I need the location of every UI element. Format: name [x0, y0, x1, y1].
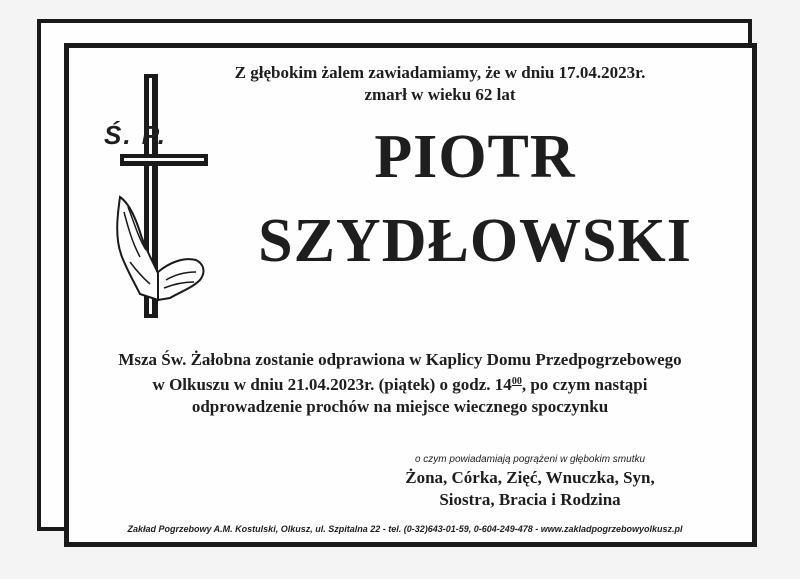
sp-initials: Ś. P. — [104, 120, 168, 150]
family-line-1: Żona, Córka, Zięć, Wnuczka, Syn, — [405, 468, 655, 487]
mass-line-2-rest: , po czym nastąpi — [521, 375, 648, 394]
mass-line-2-text: w Olkuszu w dniu 21.04.2023r. (piątek) o godz. 14 — [152, 375, 512, 394]
deceased-last-name: SZYDŁOWSKI — [258, 207, 692, 275]
family-line-2: Siostra, Bracia i Rodzina — [439, 490, 621, 509]
mass-information — [70, 349, 730, 418]
family-list — [360, 467, 700, 511]
mourners-notice: o czym powiadamiają pogrążeni w głębokim smutku — [414, 454, 646, 465]
intro-line-1: Z głębokim żalem zawiadamiamy, że w dniu 17.04.2023r. — [234, 63, 646, 82]
funeral-home-footer: Zakład Pogrzebowy A.M. Kostulski, Olkusz, ul. Szpitalna 22 - tel. (0-32)643-01-59, 0-604-249-478 - www.zakladpogrzebowyolkusz.pl — [127, 524, 683, 534]
mass-time-minutes: 00 — [511, 376, 522, 387]
cross-with-praying-hands-icon — [100, 72, 210, 322]
intro-line-2: zmarł w wieku 62 lat — [364, 85, 516, 104]
mass-line-1: Msza Św. Żałobna zostanie odprawiona w Kaplicy Domu Przedpogrzebowego — [118, 350, 682, 369]
mass-line-3: odprowadzenie prochów na miejsce wiecznego spoczynku — [191, 397, 609, 416]
announcement-intro — [220, 62, 660, 106]
mass-line-2 — [70, 371, 730, 396]
deceased-first-name: PIOTR — [374, 123, 576, 191]
